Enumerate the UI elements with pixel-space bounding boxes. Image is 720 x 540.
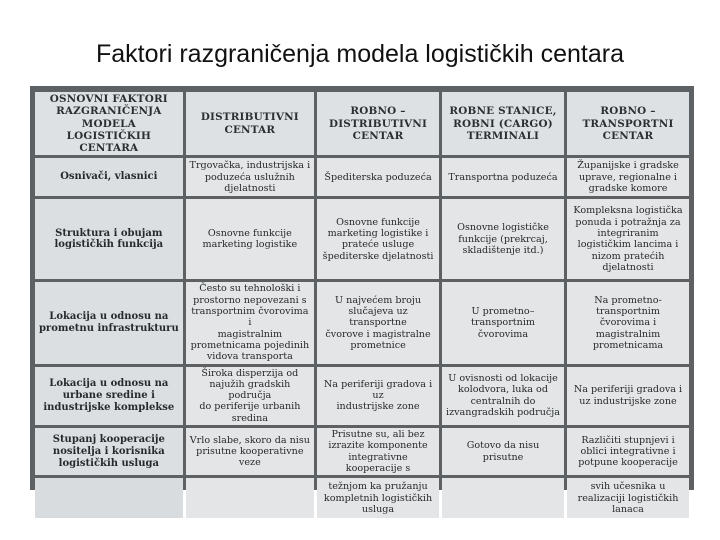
header-row [35,92,689,155]
table-cell: U najvećem broju slučajeva uz transportne čvorove i magistralne prometnice [317,282,439,363]
table-cell: svih učesnika u realizaciji logističkih lanaca [567,478,689,518]
header-cell-robne-stanice: ROBNE STANICE, ROBNI (CARGO) TERMINALI [442,92,564,155]
table-row [35,367,689,426]
header-cell-robno-distributivni: ROBNO – DISTRIBUTIVNI CENTAR [317,92,439,155]
table-cell: Često su tehnološki i prostorno nepovezani s transportnim čvorovima i magistralnim prometnicama pojedinih vidova transporta [186,282,314,363]
slide-title: Faktori razgraničenja modela logističkih centara [95,40,625,68]
header-cell-distributivni: DISTRIBUTIVNI CENTAR [186,92,314,155]
table-photo [30,86,694,515]
table-row-continuation [35,478,689,518]
table-cell [186,478,314,518]
table-cell: Transportna poduzeća [442,158,564,196]
factor-cell: Lokacija u odnosu na urbane sredine i industrijske komplekse [35,367,183,426]
table-cell: Na periferiji gradova i uz industrijske zone [317,367,439,426]
table-cell: težnjom ka pružanju kompletnih logističkih usluga [317,478,439,518]
table-cell: Kompleksna logistička ponuda i potražnja za integriranim logističkim lancima i nizom pratećih djelatnosti [567,199,689,279]
table-row [35,428,689,475]
table-cell: Trgovačka, industrijska i poduzeća uslužnih djelatnosti [186,158,314,196]
factor-cell: Osnivači, vlasnici [35,158,183,196]
table-cell: Široka disperzija od najužih gradskih područja do periferije urbanih sredina [186,367,314,426]
table-cell: Vrlo slabe, skoro da nisu prisutne kooperativne veze [186,428,314,475]
table-cell: U prometno– transportnim čvorovima [442,282,564,363]
table-cell: Osnovne funkcije marketing logistike i pratećе usluge špediterske djelatnosti [317,199,439,279]
table-cell: Špediterska poduzeća [317,158,439,196]
table-row [35,158,689,196]
table-row [35,282,689,363]
table-cell: Osnovne funkcije marketing logistike [186,199,314,279]
factor-cell: Stupanj kooperacije nositelja i korisnika logističkih usluga [35,428,183,475]
factor-cell: Lokacija u odnosu na prometnu infrastrukturu [35,282,183,363]
table-cell [442,478,564,518]
table-cell: Županijske i gradske uprave, regionalne i gradske komore [567,158,689,196]
header-cell-factors: OSNOVNI FAKTORI RAZGRANIČENJA MODELA LOGISTIČKIH CENTARA [35,92,183,155]
factor-cell [35,478,183,518]
table-cell: Gotovo da nisu prisutne [442,428,564,475]
comparison-table [32,89,692,521]
table-cell: Na prometno- transportnim čvorovima i magistralnim prometnicama [567,282,689,363]
table-cell: Na periferiji gradova i uz industrijske zone [567,367,689,426]
table-cell: Različiti stupnjevi i oblici integrativne i potpune kooperacije [567,428,689,475]
factor-cell: Struktura i obujam logističkih funkcija [35,199,183,279]
table-cell: Prisutne su, ali bez izrazite komponente integrativne kooperacije s [317,428,439,475]
table-cell: U ovisnosti od lokacije kolodvora, luka od centralnih do izvangradskih područja [442,367,564,426]
table-cell: Osnovne logističke funkcije (prekrcaj, skladištenje itd.) [442,199,564,279]
header-cell-robno-transportni: ROBNO – TRANSPORTNI CENTAR [567,92,689,155]
table-row [35,199,689,279]
